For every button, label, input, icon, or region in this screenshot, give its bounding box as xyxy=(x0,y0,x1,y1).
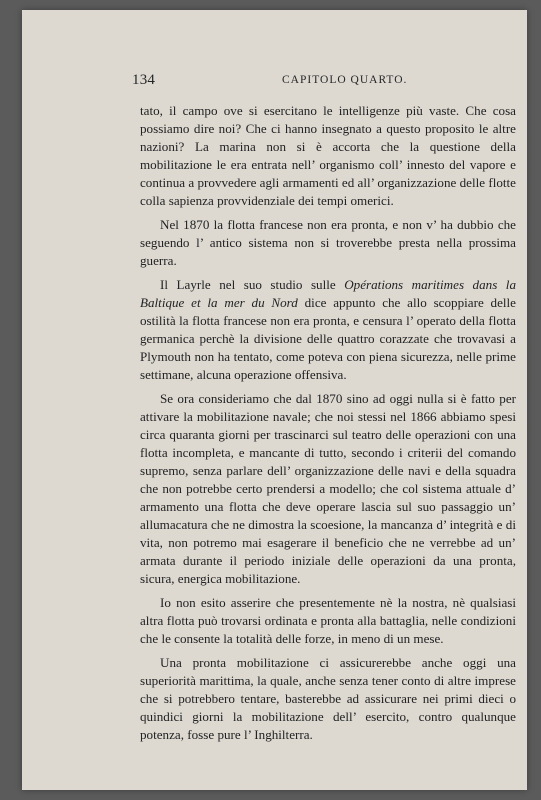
paragraph-layrle-study xyxy=(140,276,516,384)
body-text xyxy=(140,102,516,750)
paragraph-maritime-superiority: Una pronta mobilitazione ci assicurerebbe anche oggi una superiorità marittima, la quale, anche senza tener conto di altre imprese che si potrebbero tentare, basterebbe ad assicurare nei primi dieci o quindici giorni la mobilitazione dell’ esercito, contro qualunque potenza, fosse pure l’ Inghilterra. xyxy=(140,655,516,742)
paragraph-fleet-readiness: Io non esito asserire che presentemente nè la nostra, nè qualsiasi altra flotta può trovarsi ordinata e pronta alla battaglia, nelle condizioni che le consente la totalità delle forze, in meno di un mese. xyxy=(140,595,516,646)
paragraph-naval-mobilization: Se ora consideriamo che dal 1870 sino ad oggi nulla si è fatto per attivare la mobilitazione navale; che noi stessi nel 1866 abbiamo spesi circa quaranta giorni per trascinarci sul teatro delle operazioni con una flotta incompleta, e mancante di tutto, secondo i criterii del comando supremo, senza parlare dell’ organizzazione delle navi e della squadra che non potrebbe certo prendersi a modello; che col sistema attuale d’ armamento una flotta che deve operare lascia sul suo passaggio un’ allumacatura che ne dimostra la scoesione, la mancanza d’ integrità e di vita, non potremo mai esagerare il beneficio che ne verrebbe ad un’ armata durante il periodo iniziale delle operazioni da una pronta, sicura, energica mobilitazione. xyxy=(140,391,516,586)
book-page xyxy=(22,10,527,790)
book-title: Opérations maritimes dans la Baltique et la mer du Nord xyxy=(140,277,516,310)
page-header xyxy=(132,72,512,94)
paragraph-french-fleet-1870: Nel 1870 la flotta francese non era pronta, e non v’ ha dubbio che seguendo l’ antico sistema non si troverebbe presta nella prossima guerra. xyxy=(140,217,516,268)
paragraph-continuation: tato, il campo ove si esercitano le intelligenze più vaste. Che cosa possiamo dire noi? Che ci hanno insegnato a questo proposito le altre nazioni? La marina non si è accorta che la questione della mobilitazione le era entrata nell’ organismo coll’ innesto del vapore e continua a provvedere agli armamenti ed all’ organizzazione delle flotte colla sapienza provvidenziale dei tempi omerici. xyxy=(140,103,516,208)
layrle-text-before-title: Il Layrle nel suo studio sulle xyxy=(160,277,345,292)
running-head: CAPITOLO QUARTO. xyxy=(282,74,408,86)
page-number: 134 xyxy=(132,72,156,88)
layrle-text-after-title: dice appunto che allo scoppiare delle ostilità la flotta francese non era pronta, e censura l’ operato della flotta germanica perchè la divisione delle quattro corazzate che trovavasi a Plymouth non ha tentato, come poteva con piena sicurezza, nelle prime settimane, alcuna operazione offensiva. xyxy=(140,295,516,382)
